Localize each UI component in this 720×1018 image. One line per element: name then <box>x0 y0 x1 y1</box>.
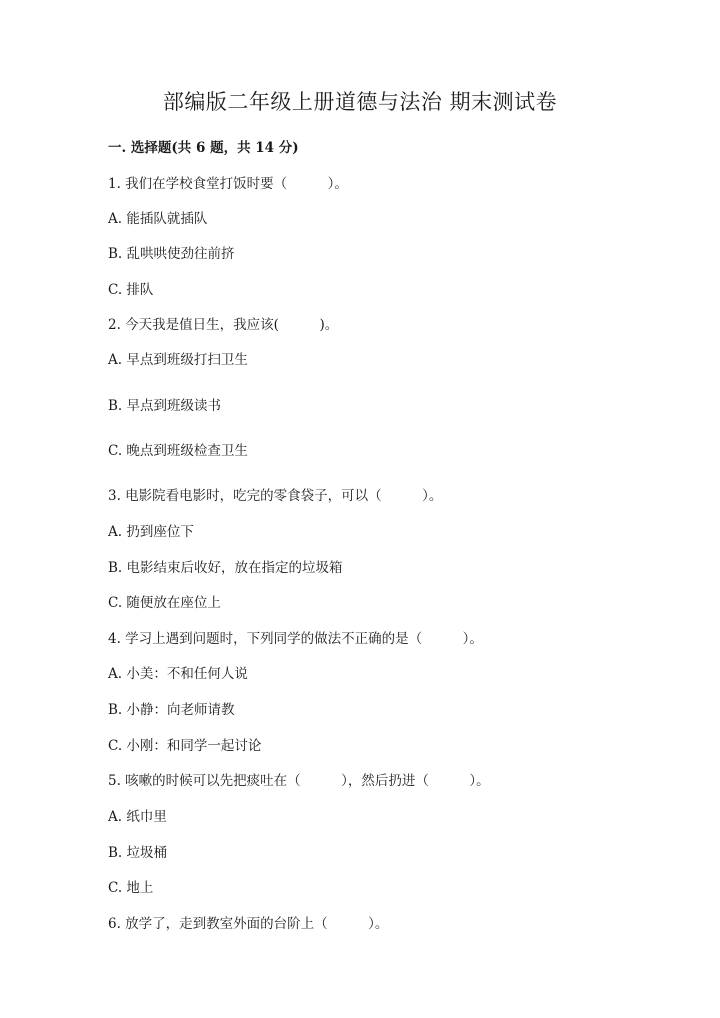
option-a: A. 小美：不和任何人说 <box>108 666 248 682</box>
option-b: B. 早点到班级读书 <box>108 398 222 414</box>
option-c: C. 排队 <box>108 282 154 298</box>
page-title: 部编版二年级上册道德与法治 期末测试卷 <box>162 90 558 114</box>
question-stem: 2. 今天我是值日生，我应该( )。 <box>108 317 339 333</box>
question-stem: 6. 放学了，走到教室外面的台阶上（ ）。 <box>108 916 389 932</box>
option-a: A. 扔到座位下 <box>108 524 194 540</box>
option-c: C. 晚点到班级检查卫生 <box>108 443 248 459</box>
option-b: B. 小静：向老师请教 <box>108 702 235 718</box>
option-b: B. 垃圾桶 <box>108 845 168 861</box>
option-c: C. 小刚：和同学一起讨论 <box>108 738 262 754</box>
option-a: A. 早点到班级打扫卫生 <box>108 352 248 368</box>
option-a: A. 能插队就插队 <box>108 211 208 227</box>
option-c: C. 随便放在座位上 <box>108 595 221 611</box>
option-b: B. 电影结束后收好，放在指定的垃圾箱 <box>108 560 343 576</box>
question-stem: 5. 咳嗽的时候可以先把痰吐在（ ），然后扔进（ ）。 <box>108 773 490 789</box>
question-stem: 4. 学习上遇到问题时，下列同学的做法不正确的是（ ）。 <box>108 631 483 647</box>
question-stem: 3. 电影院看电影时，吃完的零食袋子，可以（ ）。 <box>108 488 443 504</box>
option-c: C. 地上 <box>108 880 154 896</box>
question-stem: 1. 我们在学校食堂打饭时要（ ）。 <box>108 176 348 192</box>
section-heading: 一. 选择题(共 6 题，共 14 分) <box>108 140 299 156</box>
option-a: A. 纸巾里 <box>108 809 167 825</box>
option-b: B. 乱哄哄使劲往前挤 <box>108 246 235 262</box>
